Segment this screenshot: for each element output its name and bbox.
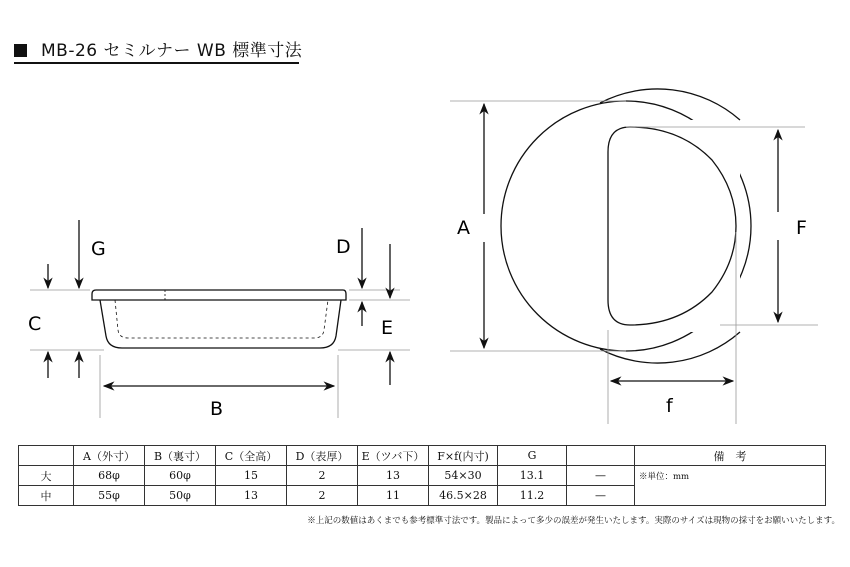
header-cell (19, 446, 74, 466)
cell-g: 11.2 (498, 486, 567, 506)
cell-b: 50φ (145, 486, 216, 506)
table-header-row (19, 446, 826, 466)
label-g: G (91, 238, 106, 260)
label-b: B (210, 398, 224, 420)
header-cell: E（ツバ下） (358, 446, 429, 466)
cell-a: 68φ (74, 466, 145, 486)
flange-outline (92, 290, 346, 300)
header-cell: F×f(内寸) (429, 446, 498, 466)
cell-b: 60φ (145, 466, 216, 486)
header-cell: G (498, 446, 567, 466)
header-cell: A（外寸） (74, 446, 145, 466)
label-e: E (381, 317, 394, 339)
header-cell-remarks: 備 考 (635, 446, 826, 466)
title-text: MB-26 セミルナー WB 標準寸法 (41, 41, 303, 61)
side-view (92, 290, 346, 348)
spec-table (18, 445, 826, 506)
header-cell: C（全高） (216, 446, 287, 466)
cell-ff: 46.5×28 (429, 486, 498, 506)
header-cell: D（表厚） (287, 446, 358, 466)
label-d: D (336, 236, 351, 258)
cell-d: 2 (287, 466, 358, 486)
cell-ff: 54×30 (429, 466, 498, 486)
label-c: C (28, 313, 42, 335)
cell-e: 13 (358, 466, 429, 486)
table-row (19, 466, 826, 486)
cell-c: 13 (216, 486, 287, 506)
cell-d: 2 (287, 486, 358, 506)
cell-remarks: ※単位：mm (635, 466, 826, 506)
header-cell: B（裏寸） (145, 446, 216, 466)
cell-e: 11 (358, 486, 429, 506)
body-outline (100, 300, 341, 348)
header-cell (567, 446, 635, 466)
cell-size: 大 (19, 466, 74, 486)
cell-extra: — (567, 486, 635, 506)
inner-dashed-outline (115, 300, 328, 338)
top-view-d-shape (600, 89, 740, 363)
label-a: A (457, 217, 470, 239)
cell-g: 13.1 (498, 466, 567, 486)
label-f-upper: F (796, 217, 807, 239)
footnote: ※上記の数値はあくまでも参考標準寸法です。製品によって多少の誤差が発生いたします。実際のサイズは現物の採寸をお願いいたします。 (307, 516, 840, 526)
cell-size: 中 (19, 486, 74, 506)
label-f-lower: f (666, 395, 673, 417)
cell-a: 55φ (74, 486, 145, 506)
cell-c: 15 (216, 466, 287, 486)
cell-extra: — (567, 466, 635, 486)
